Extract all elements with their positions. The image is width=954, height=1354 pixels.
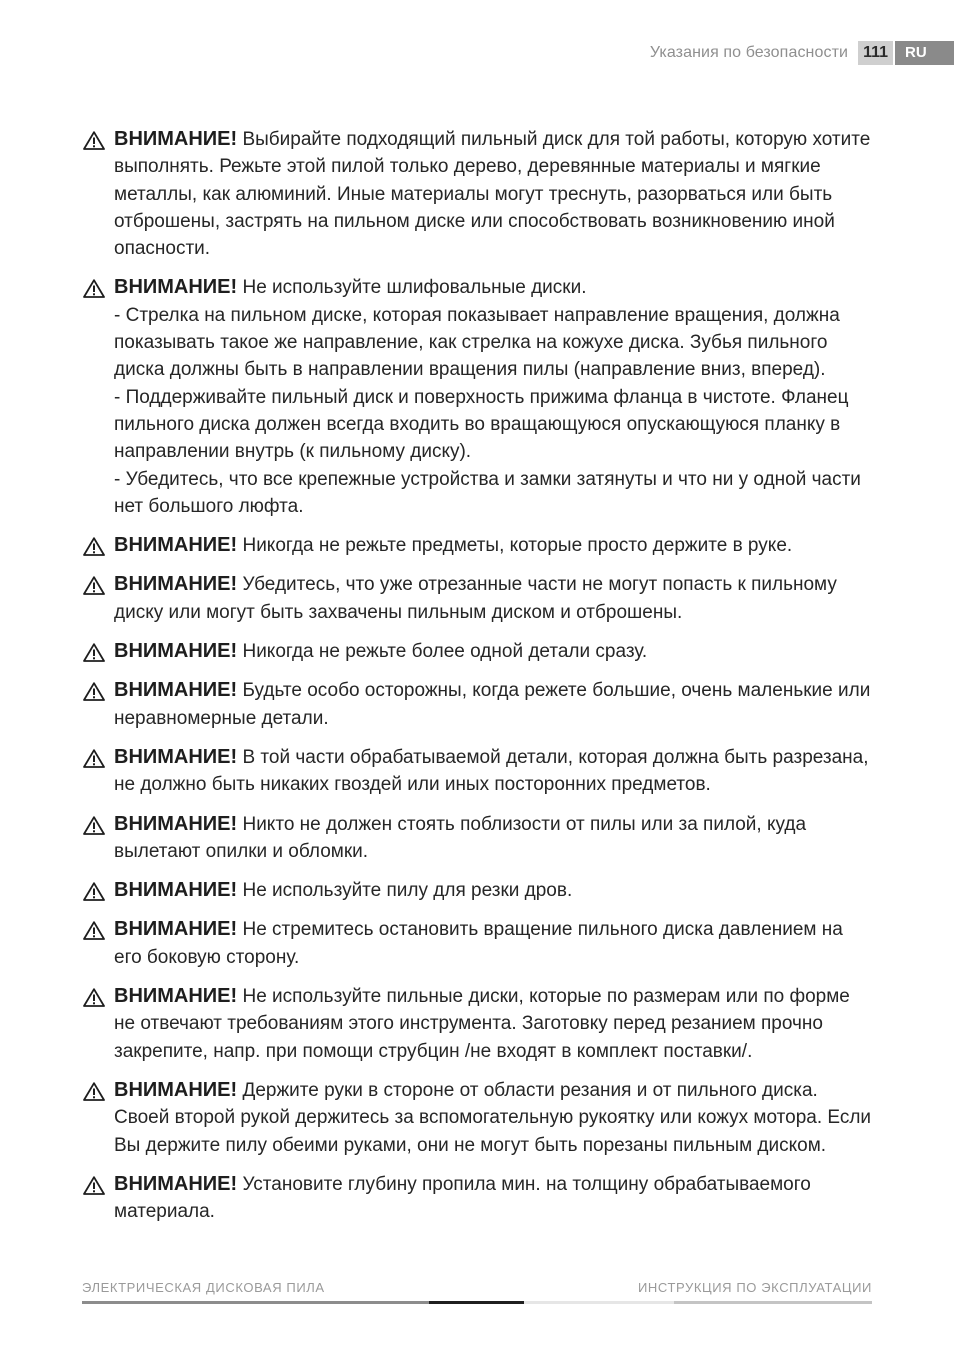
warning-text: Не используйте пильные диски, которые по размерам или по форме не отвечают требованиям этого инструмента. Заготовку перед резанием прочно закрепите, напр. при помощи струбцин /не входят в комплект поставки/. (114, 986, 850, 1062)
warning-label: ВНИМАНИЕ! (114, 745, 238, 768)
warning-label: ВНИМАНИЕ! (114, 128, 238, 150)
page-header (650, 41, 954, 65)
footer-divider-light (524, 1301, 674, 1304)
warning-text: Не используйте шлифовальные диски. (242, 277, 587, 299)
warning-triangle-icon (83, 131, 105, 150)
warning-item (82, 126, 874, 262)
warning-label: ВНИМАНИЕ! (114, 679, 238, 702)
warning-triangle-icon (83, 882, 105, 901)
footer-divider-right (674, 1301, 872, 1304)
page-number: 111 (858, 41, 893, 65)
warning-triangle-icon (83, 1176, 105, 1195)
warning-text: Не используйте пилу для резки дров. (242, 880, 573, 902)
footer-divider-left (82, 1301, 429, 1304)
warning-triangle-icon (83, 279, 105, 298)
warning-item (82, 916, 874, 971)
warning-label: ВНИМАНИЕ! (114, 1172, 238, 1195)
warning-triangle-icon (83, 537, 105, 556)
warning-text: В той части обрабатываемой детали, которая должна быть разрезана, не должно быть никаких гвоздей или иных посторонних предметов. (114, 746, 869, 796)
warning-item (82, 1171, 874, 1226)
warnings-list (82, 126, 874, 1237)
footer-product-name: ЭЛЕКТРИЧЕСКАЯ ДИСКОВАЯ ПИЛА (82, 1280, 325, 1295)
warning-text: Будьте особо осторожны, когда режете большие, очень маленькие или неравномерные детали. (114, 680, 871, 729)
warning-triangle-icon (83, 749, 105, 768)
warning-text: Выбирайте подходящий пильный диск для той работы, которую хотите выполнять. Режьте этой пилой только дерево, деревянные материалы и мягкие металлы, как алюминий. Иные материалы могут треснуть, разорваться или быть отброшены, застрять на пильном диске или способствовать возникновению иной опасности. (114, 129, 871, 260)
warning-subpoint: - Поддерживайте пильный диск и поверхность прижима фланца в чистоте. Фланец пильного диска должен всегда входить во вращающуюся опускающуюся планку в направлении внутрь (к пильному диску). (114, 386, 849, 463)
warning-triangle-icon (83, 1082, 105, 1101)
warning-triangle-icon (83, 816, 105, 835)
warning-label: ВНИМАНИЕ! (114, 985, 238, 1008)
warning-item (82, 274, 874, 520)
warning-text: Держите руки в стороне от области резания и от пильного диска. Своей второй рукой держитесь за вспомогательную рукоятку или кожух мотора. Если Вы держите пилу обеими руками, они не могут быть порезаны пильным диском. (114, 1079, 872, 1156)
warning-label: ВНИМАНИЕ! (114, 918, 238, 941)
warning-label: ВНИМАНИЕ! (114, 879, 238, 902)
footer-divider (82, 1301, 872, 1304)
warning-label: ВНИМАНИЕ! (114, 276, 238, 299)
warning-label: ВНИМАНИЕ! (114, 573, 238, 596)
warning-triangle-icon (83, 576, 105, 595)
warning-item (82, 983, 874, 1065)
warning-item (82, 1077, 874, 1159)
warning-text: Установите глубину пропила мин. на толщину обрабатываемого материала. (114, 1173, 811, 1223)
warning-label: ВНИМАНИЕ! (114, 640, 238, 663)
warning-subpoint: - Убедитесь, что все крепежные устройства и замки затянуты и что ни у одной части нет большого люфта. (114, 468, 861, 517)
warning-item (82, 811, 874, 866)
footer-divider-accent (429, 1301, 524, 1304)
language-badge: RU (895, 41, 954, 65)
warning-item (82, 877, 874, 904)
warning-text: Никогда не режьте более одной детали сразу. (242, 641, 648, 663)
warning-item (82, 532, 874, 559)
warning-subpoint: - Стрелка на пильном диске, которая показывает направление вращения, должна показывать такое же направление, как стрелка на кожухе диска. Зубья пильного диска должны быть в направлении вращения пилы (направление вниз, вперед). (114, 304, 840, 381)
warning-item (82, 638, 874, 665)
warning-label: ВНИМАНИЕ! (114, 1078, 238, 1101)
warning-triangle-icon (83, 988, 105, 1007)
warning-item (82, 677, 874, 732)
warning-item (82, 571, 874, 626)
warning-triangle-icon (83, 682, 105, 701)
warning-triangle-icon (83, 643, 105, 662)
footer-manual-name: ИНСТРУКЦИЯ ПО ЭКСПЛУАТАЦИИ (637, 1280, 872, 1295)
warning-item (82, 744, 874, 799)
warning-text: Никто не должен стоять поблизости от пилы или за пилой, куда вылетают опилки и обломки. (114, 813, 807, 862)
warning-text: Не стремитесь остановить вращение пильного диска давлением на его боковую сторону. (114, 919, 843, 968)
warning-label: ВНИМАНИЕ! (114, 812, 238, 835)
warning-label: ВНИМАНИЕ! (114, 534, 238, 557)
warning-text: Никогда не режьте предметы, которые просто держите в руке. (242, 535, 793, 557)
warning-text: Убедитесь, что уже отрезанные части не могут попасть к пильному диску или могут быть захвачены пильным диском и отброшены. (114, 574, 837, 623)
warning-triangle-icon (83, 921, 105, 940)
section-title: Указания по безопасности (649, 44, 849, 61)
